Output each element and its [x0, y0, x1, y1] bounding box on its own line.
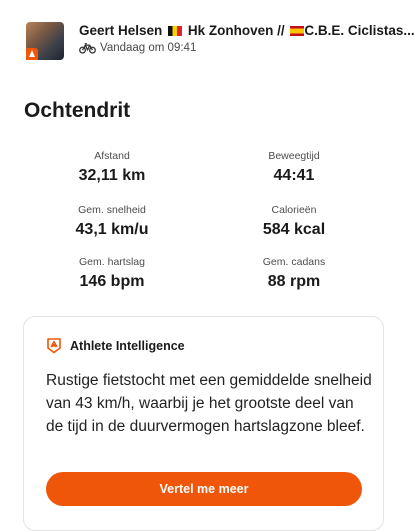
stat-label: Gem. snelheid: [78, 204, 146, 216]
stat-label: Gem. cadans: [262, 256, 326, 268]
stat-label: Beweegtijd: [268, 150, 320, 162]
stat-moving-time: [224, 150, 364, 185]
stat-value: 32,11 km: [78, 167, 146, 184]
stat-label: Afstand: [94, 150, 130, 162]
stat-label: Gem. hartslag: [79, 256, 145, 268]
stat-avg-cadence: [224, 256, 364, 291]
strava-badge-icon: [26, 48, 38, 60]
athlete-intelligence-summary: Rustige fietstocht met een gemiddelde snelheid van 43 km/h, waarbij je het grootste deel van de tijd in de duurvermogen hartslagzone bleef.: [46, 372, 372, 435]
stat-value: 88 rpm: [267, 273, 321, 290]
stat-value: 44:41: [273, 167, 315, 184]
activity-title[interactable]: Ochtendrit: [24, 99, 131, 122]
belgium-flag-icon: [168, 26, 182, 36]
athlete-intelligence-header: [46, 337, 185, 354]
stat-avg-heart-rate: [42, 256, 182, 291]
stat-calories: [224, 204, 364, 239]
athlete-intelligence-icon: [46, 337, 62, 354]
spain-flag-icon: [290, 26, 304, 36]
stat-value: 146 bpm: [79, 273, 145, 290]
activity-meta: [79, 42, 196, 54]
avatar[interactable]: [26, 22, 64, 60]
activity-header: [26, 22, 415, 66]
stat-value: 584 kcal: [262, 221, 326, 238]
stat-distance: [42, 150, 182, 185]
stat-value: 43,1 km/u: [75, 221, 149, 238]
athlete-name[interactable]: Geert Helsen Hk Zonhoven // C.B.E. Ciclistas...: [79, 23, 415, 38]
bike-icon: [79, 42, 96, 54]
athlete-intelligence-title: Athlete Intelligence: [70, 338, 185, 353]
stat-label: Calorieën: [271, 204, 317, 216]
athlete-intelligence-card: [23, 316, 384, 531]
stat-avg-speed: [42, 204, 182, 239]
activity-timestamp: Vandaag om 09:41: [100, 42, 197, 54]
tell-me-more-button[interactable]: Vertel me meer: [46, 472, 362, 506]
